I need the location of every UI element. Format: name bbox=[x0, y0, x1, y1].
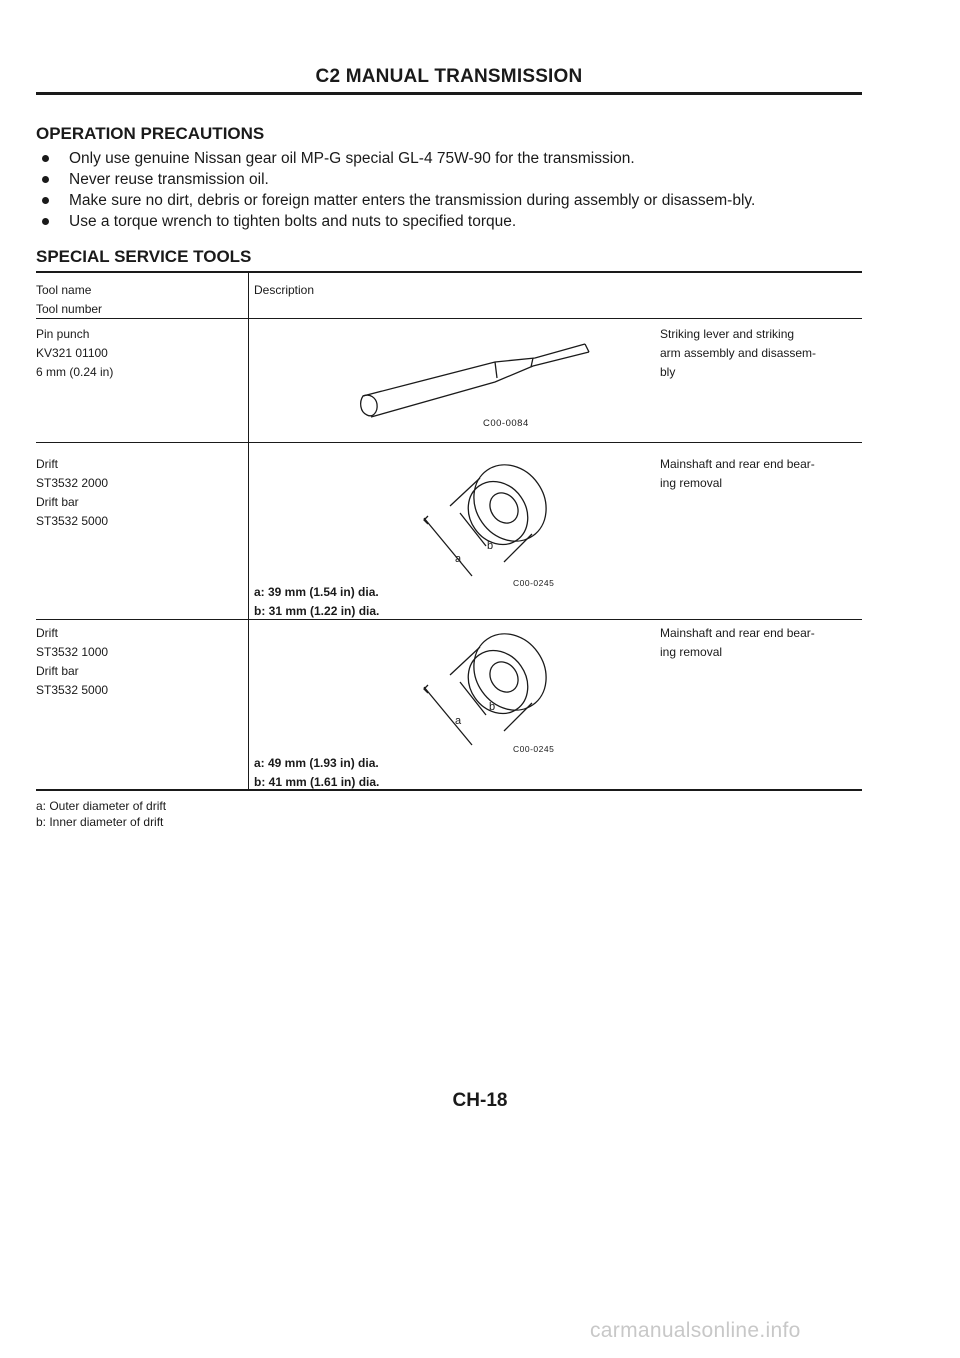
figure-code: C00-0245 bbox=[513, 578, 555, 588]
footnote: b: Inner diameter of drift bbox=[36, 815, 164, 829]
column-header-description: Description bbox=[254, 283, 315, 297]
list-item: Only use genuine Nissan gear oil MP-G special GL-4 75W-90 for the transmission. bbox=[36, 148, 866, 169]
header-rule bbox=[36, 92, 862, 95]
table-bottom-rule bbox=[36, 789, 862, 791]
column-header-name: Tool name bbox=[36, 283, 92, 297]
footnote: a: Outer diameter of drift bbox=[36, 799, 167, 813]
precautions-title: OPERATION PRECAUTIONS bbox=[36, 124, 265, 143]
tool-cell-pin-punch: Pin punch KV321 01100 6 mm (0.24 in) bbox=[36, 327, 114, 379]
label-b: b bbox=[489, 701, 496, 713]
tool-cell-drift-2000: Drift ST3532 2000 Drift bar ST3532 5000 bbox=[36, 457, 109, 528]
precautions-list bbox=[36, 148, 866, 232]
row-rule bbox=[36, 619, 862, 620]
drift-illustration bbox=[420, 627, 570, 752]
column-header-number: Tool number bbox=[36, 302, 103, 316]
tools-title: SPECIAL SERVICE TOOLS bbox=[36, 247, 252, 266]
bullet-icon bbox=[42, 176, 49, 183]
bullet-icon bbox=[42, 197, 49, 204]
list-item: Use a torque wrench to tighten bolts and nuts to specified torque. bbox=[36, 211, 866, 232]
label-b: b bbox=[487, 540, 494, 552]
dimension-text: a: 39 mm (1.54 in) dia. b: 31 mm (1.22 in) dia. bbox=[254, 585, 380, 618]
bullet-icon bbox=[42, 218, 49, 225]
footnotes bbox=[36, 798, 166, 830]
figure-code: C00-0245 bbox=[513, 744, 555, 754]
dimension-text: a: 49 mm (1.93 in) dia. b: 41 mm (1.61 in) dia. bbox=[254, 756, 380, 789]
table-top-rule bbox=[36, 271, 862, 273]
table-column-divider bbox=[248, 273, 249, 789]
drift-illustration bbox=[420, 458, 570, 583]
label-a: a bbox=[455, 553, 462, 565]
description-cell: Mainshaft and rear end bear- ing removal bbox=[660, 457, 815, 490]
list-item: Make sure no dirt, debris or foreign matter enters the transmission during assembly or disassem-bly. bbox=[36, 190, 863, 211]
figure-code: C00-0084 bbox=[483, 418, 529, 429]
description-cell: Striking lever and striking arm assembly and disassem- bly bbox=[660, 327, 817, 379]
table-header-tool bbox=[36, 281, 102, 319]
page-number: CH-18 bbox=[452, 1090, 508, 1111]
pin-punch-illustration bbox=[355, 340, 595, 430]
header-rule-bottom bbox=[36, 318, 862, 319]
list-item: Never reuse transmission oil. bbox=[36, 169, 866, 190]
description-cell: Mainshaft and rear end bear- ing removal bbox=[660, 626, 815, 659]
row-rule bbox=[36, 442, 862, 443]
page-title: C2 MANUAL TRANSMISSION bbox=[315, 66, 583, 87]
watermark: carmanualsonline.info bbox=[590, 1319, 801, 1342]
bullet-icon bbox=[42, 155, 49, 162]
tool-cell-drift-1000: Drift ST3532 1000 Drift bar ST3532 5000 bbox=[36, 626, 109, 697]
label-a: a bbox=[455, 715, 462, 727]
